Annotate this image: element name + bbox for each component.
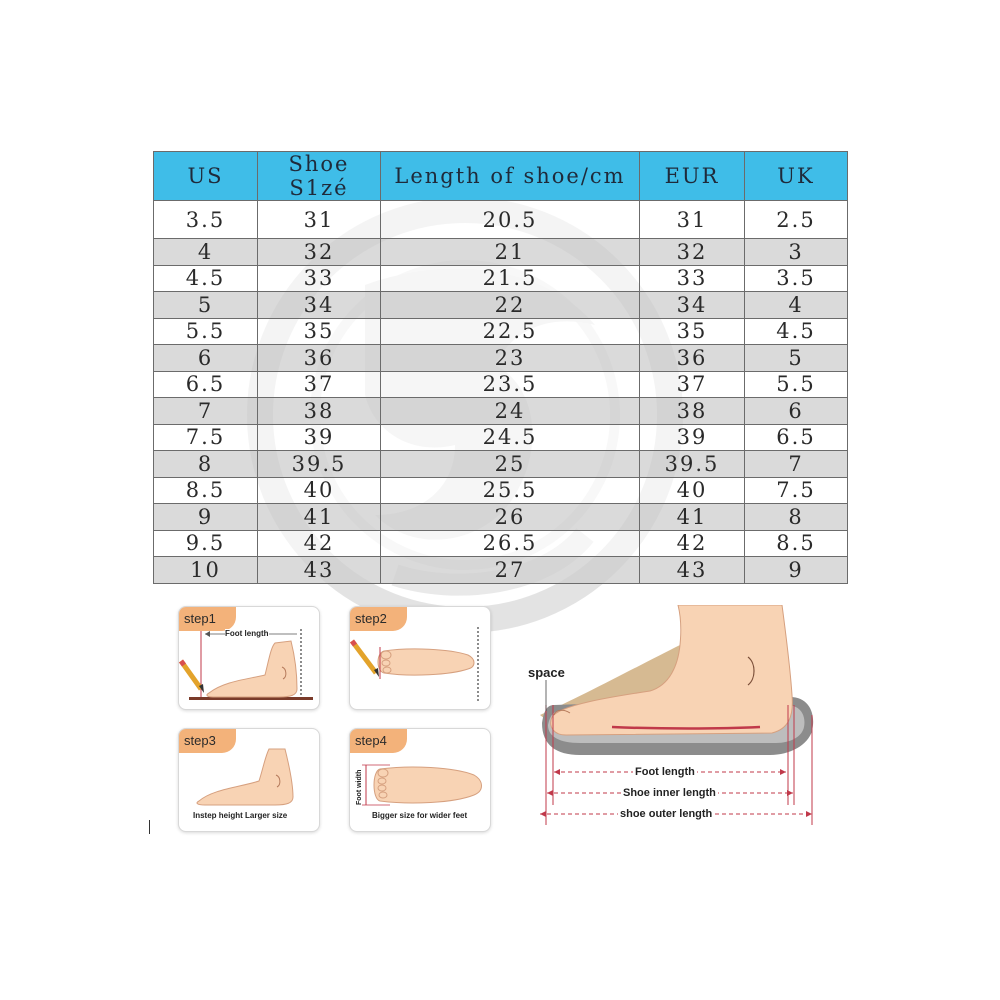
cell-shoe-size: 42: [258, 530, 381, 557]
shoe-measurement-diagram: [520, 605, 820, 830]
cell-eur: 43: [640, 557, 745, 584]
step1-tag: step1: [179, 607, 236, 631]
cell-length: 22.5: [381, 318, 640, 345]
shoe-outer-length-label: shoe outer length: [620, 808, 713, 820]
cell-eur: 36: [640, 345, 745, 372]
cell-shoe-size: 33: [258, 265, 381, 292]
step4-side-label: Foot width: [356, 769, 363, 805]
cell-shoe-size: 31: [258, 201, 381, 239]
cell-us: 9.5: [154, 530, 258, 557]
cell-us: 5: [154, 292, 258, 319]
cell-length: 25.5: [381, 477, 640, 504]
cell-shoe-size: 38: [258, 398, 381, 425]
cell-shoe-size: 34: [258, 292, 381, 319]
cell-us: 5.5: [154, 318, 258, 345]
step3-card: [178, 728, 320, 832]
cell-uk: 4.5: [745, 318, 848, 345]
cell-uk: 7.5: [745, 477, 848, 504]
table-header-row: [154, 152, 848, 201]
cell-eur: 32: [640, 239, 745, 266]
cell-eur: 39: [640, 424, 745, 451]
cell-eur: 41: [640, 504, 745, 531]
cell-us: 7: [154, 398, 258, 425]
cell-length: 24: [381, 398, 640, 425]
table-row: [154, 398, 848, 425]
cell-length: 27: [381, 557, 640, 584]
foot-length-label: Foot length: [635, 766, 695, 778]
cell-eur: 37: [640, 371, 745, 398]
cell-uk: 7: [745, 451, 848, 478]
space-label: space: [528, 665, 565, 680]
cell-shoe-size: 41: [258, 504, 381, 531]
pencil-icon: [352, 641, 379, 677]
step3-tag: step3: [179, 729, 236, 753]
step2-tag: step2: [350, 607, 407, 631]
cell-uk: 5.5: [745, 371, 848, 398]
cell-us: 9: [154, 504, 258, 531]
cell-uk: 9: [745, 557, 848, 584]
cell-shoe-size: 37: [258, 371, 381, 398]
cell-uk: 3: [745, 239, 848, 266]
header-uk: UK: [745, 152, 848, 201]
size-chart-table: [153, 151, 848, 584]
cell-us: 8: [154, 451, 258, 478]
table-row: [154, 371, 848, 398]
cell-length: 26: [381, 504, 640, 531]
cell-length: 21.5: [381, 265, 640, 292]
cell-length: 25: [381, 451, 640, 478]
table-row: [154, 239, 848, 266]
table-row: [154, 451, 848, 478]
step1-caption: Foot length: [225, 629, 269, 638]
cell-uk: 6.5: [745, 424, 848, 451]
table-row: [154, 504, 848, 531]
step4-tag: step4: [350, 729, 407, 753]
cell-uk: 8: [745, 504, 848, 531]
cell-us: 4.5: [154, 265, 258, 292]
header-shoe-size: Shoe S1zé: [258, 152, 381, 201]
cell-eur: 38: [640, 398, 745, 425]
step3-caption: Instep height Larger size: [193, 811, 288, 820]
cell-length: 20.5: [381, 201, 640, 239]
cell-us: 6.5: [154, 371, 258, 398]
cell-uk: 8.5: [745, 530, 848, 557]
cell-shoe-size: 32: [258, 239, 381, 266]
cell-shoe-size: 36: [258, 345, 381, 372]
cell-uk: 5: [745, 345, 848, 372]
cell-eur: 35: [640, 318, 745, 345]
cell-shoe-size: 35: [258, 318, 381, 345]
shoe-inner-length-label: Shoe inner length: [623, 787, 716, 799]
cell-us: 7.5: [154, 424, 258, 451]
cell-uk: 4: [745, 292, 848, 319]
cell-length: 23: [381, 345, 640, 372]
cell-length: 22: [381, 292, 640, 319]
cell-eur: 40: [640, 477, 745, 504]
cell-eur: 31: [640, 201, 745, 239]
cell-eur: 39.5: [640, 451, 745, 478]
step4-card: [349, 728, 491, 832]
cell-eur: 42: [640, 530, 745, 557]
cell-us: 10: [154, 557, 258, 584]
cell-us: 6: [154, 345, 258, 372]
cell-us: 4: [154, 239, 258, 266]
table-row: [154, 265, 848, 292]
cell-us: 8.5: [154, 477, 258, 504]
table-row: [154, 477, 848, 504]
table-row: [154, 424, 848, 451]
step4-caption: Bigger size for wider feet: [372, 811, 468, 820]
cell-length: 24.5: [381, 424, 640, 451]
stray-mark: [149, 820, 150, 834]
cell-shoe-size: 39.5: [258, 451, 381, 478]
table-row: [154, 345, 848, 372]
cell-uk: 3.5: [745, 265, 848, 292]
cell-length: 26.5: [381, 530, 640, 557]
cell-us: 3.5: [154, 201, 258, 239]
cell-shoe-size: 40: [258, 477, 381, 504]
table-row: [154, 292, 848, 319]
step2-card: [349, 606, 491, 710]
header-length: Length of shoe/cm: [381, 152, 640, 201]
table-row: [154, 318, 848, 345]
table-row: [154, 557, 848, 584]
cell-shoe-size: 43: [258, 557, 381, 584]
step1-card: [178, 606, 320, 710]
cell-length: 21: [381, 239, 640, 266]
header-eur: EUR: [640, 152, 745, 201]
cell-length: 23.5: [381, 371, 640, 398]
cell-eur: 34: [640, 292, 745, 319]
cell-eur: 33: [640, 265, 745, 292]
table-row: [154, 530, 848, 557]
cell-uk: 2.5: [745, 201, 848, 239]
header-us: US: [154, 152, 258, 201]
cell-uk: 6: [745, 398, 848, 425]
table-row: [154, 201, 848, 239]
cell-shoe-size: 39: [258, 424, 381, 451]
